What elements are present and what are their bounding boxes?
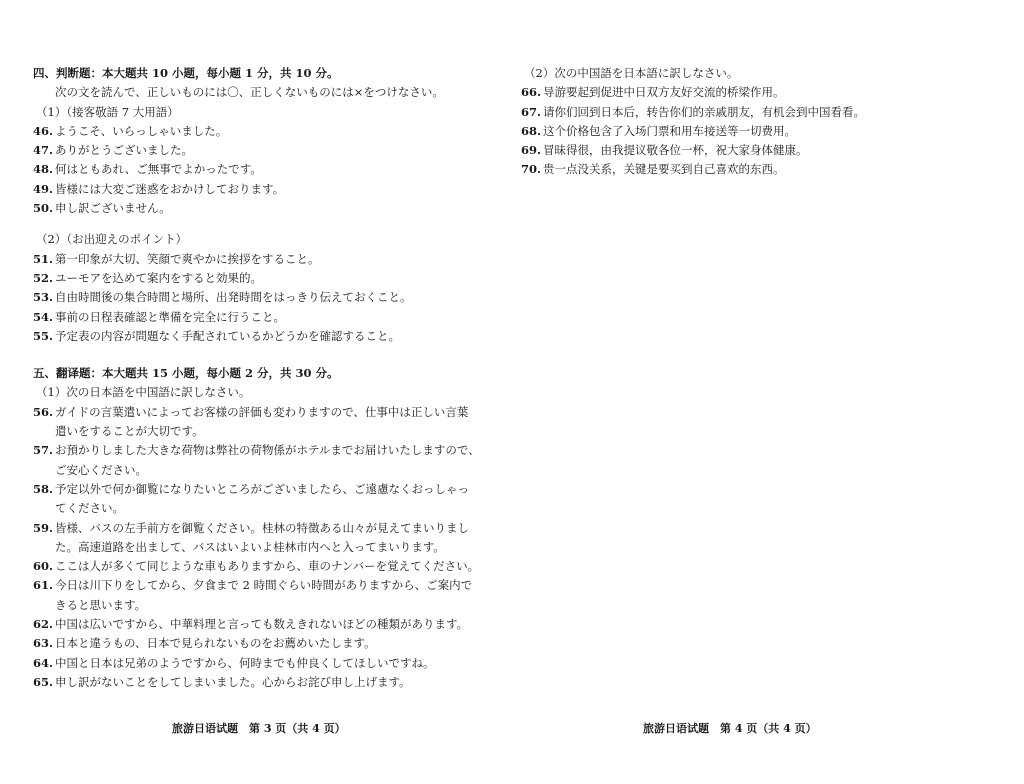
question-continuation [33, 461, 483, 480]
part-label: （1）（接客敬語 7 大用語） [36, 104, 179, 119]
question-text: 贵一点没关系，关键是要买到自己喜欢的东西。 [543, 162, 785, 177]
question-item [33, 403, 483, 442]
question-item [521, 160, 941, 179]
question-line [521, 103, 941, 122]
section5-part-1 [33, 383, 483, 692]
question-text: 申し訳ございません。 [55, 201, 171, 216]
right-page [521, 64, 941, 180]
question-number: 57. [33, 443, 54, 458]
question-item [33, 122, 483, 141]
question-line [33, 634, 483, 653]
section4-part-2 [33, 230, 483, 346]
question-continuation [33, 422, 483, 441]
question-continuation [33, 538, 483, 557]
question-text: 导游要起到促进中日双方友好交流的桥梁作用。 [543, 85, 785, 100]
question-text: 申し訳がないことをしてしまいました。心からお詫び申し上げます。 [55, 674, 411, 689]
question-item [33, 519, 483, 558]
question-number: 46. [33, 123, 54, 138]
question-number: 67. [521, 104, 542, 119]
left-page [33, 64, 483, 692]
page-footer-right: 旅游日语试题 第 4 页（共 4 页） [643, 722, 817, 735]
question-text: 今日は川下りをしてから、夕食まで 2 時間ぐらい時間がありますから、ご案内で [55, 578, 473, 593]
question-number: 55. [33, 328, 54, 343]
question-number: 54. [33, 309, 54, 324]
question-line [33, 519, 483, 538]
part-label: （2）次の中国語を日本語に訳しなさい。 [524, 66, 739, 80]
question-line [33, 576, 483, 595]
question-continuation [33, 499, 483, 518]
question-number: 64. [33, 655, 54, 670]
question-item [33, 441, 483, 480]
question-item [33, 654, 483, 673]
question-text: 遣いをすることが大切です。 [55, 424, 204, 439]
question-text: きると思います。 [55, 597, 147, 612]
question-text: ご安心ください。 [55, 462, 147, 477]
question-line [521, 83, 941, 102]
question-line [521, 141, 941, 160]
question-line [33, 199, 483, 218]
question-text: 这个价格包含了入场门票和用车接送等一切费用。 [543, 123, 796, 138]
question-number: 58. [33, 481, 54, 496]
section4-part-1 [33, 103, 483, 219]
question-line [33, 557, 483, 576]
question-line [33, 673, 483, 692]
question-continuation [33, 596, 483, 615]
page-footer-left: 旅游日语试题 第 3 页（共 4 页） [172, 722, 346, 735]
question-text: 第一印象が大切、笑顔で爽やかに挨拶をすること。 [55, 251, 320, 266]
question-number: 56. [33, 404, 54, 419]
section4-instruction: 次の文を読んで、正しいものには〇、正しくないものには×をつけなさい。 [55, 85, 444, 100]
question-item [33, 288, 483, 307]
question-line [33, 141, 483, 160]
question-text: 自由時間後の集合時間と場所、出発時間をはっきり伝えておくこと。 [55, 290, 412, 305]
question-item [33, 160, 483, 179]
question-number: 70. [521, 162, 542, 177]
question-item [33, 615, 483, 634]
question-line [33, 269, 483, 288]
question-number: 48. [33, 162, 54, 177]
question-text: 皆様、バスの左手前方を御覧ください。桂林の特徴ある山々が見えてまいりまし [55, 520, 469, 535]
question-line [521, 160, 941, 179]
question-number: 51. [33, 251, 54, 266]
question-text: 冒昧得很，由我提议敬各位一杯，祝大家身体健康。 [543, 143, 808, 158]
question-text: 日本と違うもの、日本で見られないものをお薦めいたします。 [55, 636, 376, 651]
question-text: 皆様には大変ご迷惑をおかけしております。 [55, 181, 285, 196]
question-number: 68. [521, 123, 542, 138]
question-number: 62. [33, 617, 54, 632]
question-text: ユーモアを込めて案内をすると効果的。 [55, 270, 262, 285]
question-number: 49. [33, 181, 54, 196]
question-text: 中国と日本は兄弟のようですから、何時までも仲良くしてほしいですね。 [55, 655, 435, 670]
question-number: 59. [33, 520, 54, 535]
question-line [33, 308, 483, 327]
question-number: 52. [33, 270, 54, 285]
question-item [33, 141, 483, 160]
question-item [33, 180, 483, 199]
question-text: ありがとうございました。 [55, 143, 193, 158]
question-item [521, 83, 941, 102]
question-item [33, 269, 483, 288]
question-number: 60. [33, 559, 54, 574]
question-line [33, 403, 483, 422]
question-text: ようこそ、いらっしゃいました。 [55, 123, 228, 138]
question-number: 53. [33, 290, 54, 305]
question-line [33, 480, 483, 499]
question-number: 69. [521, 143, 542, 158]
question-line [33, 122, 483, 141]
question-item [33, 327, 483, 346]
part-label: （2）（お出迎えのポイント） [36, 232, 188, 247]
question-line [33, 288, 483, 307]
question-line [33, 441, 483, 460]
question-text: 事前の日程表確認と準備を完全に行うこと。 [55, 309, 285, 324]
question-line [33, 654, 483, 673]
question-item [33, 576, 483, 615]
question-line [33, 160, 483, 179]
question-item [33, 557, 483, 576]
section5-part-2 [521, 64, 941, 180]
question-text: ここは人が多くて同じような車もありますから、車のナンバーを覚えてください。 [55, 559, 480, 574]
question-line [33, 327, 483, 346]
question-item [33, 634, 483, 653]
question-number: 61. [33, 578, 54, 593]
question-line [33, 250, 483, 269]
question-text: 中国は広いですから、中華料理と言っても数えきれないほどの種類があります。 [55, 617, 469, 632]
question-text: お預かりしました大きな荷物は弊社の荷物係がホテルまでお届けいたしますので、 [55, 443, 480, 458]
question-number: 66. [521, 85, 542, 100]
question-item [33, 308, 483, 327]
question-line [521, 122, 941, 141]
question-item [521, 103, 941, 122]
question-text: ガイドの言葉遣いによってお客様の評価も変わりますので、仕事中は正しい言葉 [55, 404, 469, 419]
question-line [33, 615, 483, 634]
question-item [521, 141, 941, 160]
question-item [521, 122, 941, 141]
question-item [33, 673, 483, 692]
question-number: 63. [33, 636, 54, 651]
section5-title: 五、翻译题：本大题共 15 小题，每小题 2 分，共 30 分。 [33, 366, 339, 381]
section4-title: 四、判断题：本大题共 10 小题，每小题 1 分，共 10 分。 [33, 66, 339, 80]
question-text: 请你们回到日本后，转告你们的亲戚朋友，有机会到中国看看。 [543, 104, 865, 119]
question-text: 予定以外で何か御覧になりたいところがございましたら、ご遠慮なくおっしゃっ [55, 481, 469, 496]
question-text: てください。 [55, 501, 124, 516]
question-line [33, 180, 483, 199]
question-item [33, 250, 483, 269]
part-label: （1）次の日本語を中国語に訳しなさい。 [36, 385, 251, 400]
question-text: 何はともあれ、ご無事でよかったです。 [55, 162, 262, 177]
question-text: 予定表の内容が問題なく手配されているかどうかを確認すること。 [55, 328, 400, 343]
question-text: た。高速道路を出まして、バスはいよいよ桂林市内へと入ってまいります。 [55, 539, 445, 554]
question-item [33, 480, 483, 519]
question-number: 50. [33, 201, 54, 216]
question-item [33, 199, 483, 218]
question-number: 65. [33, 674, 54, 689]
question-number: 47. [33, 143, 54, 158]
